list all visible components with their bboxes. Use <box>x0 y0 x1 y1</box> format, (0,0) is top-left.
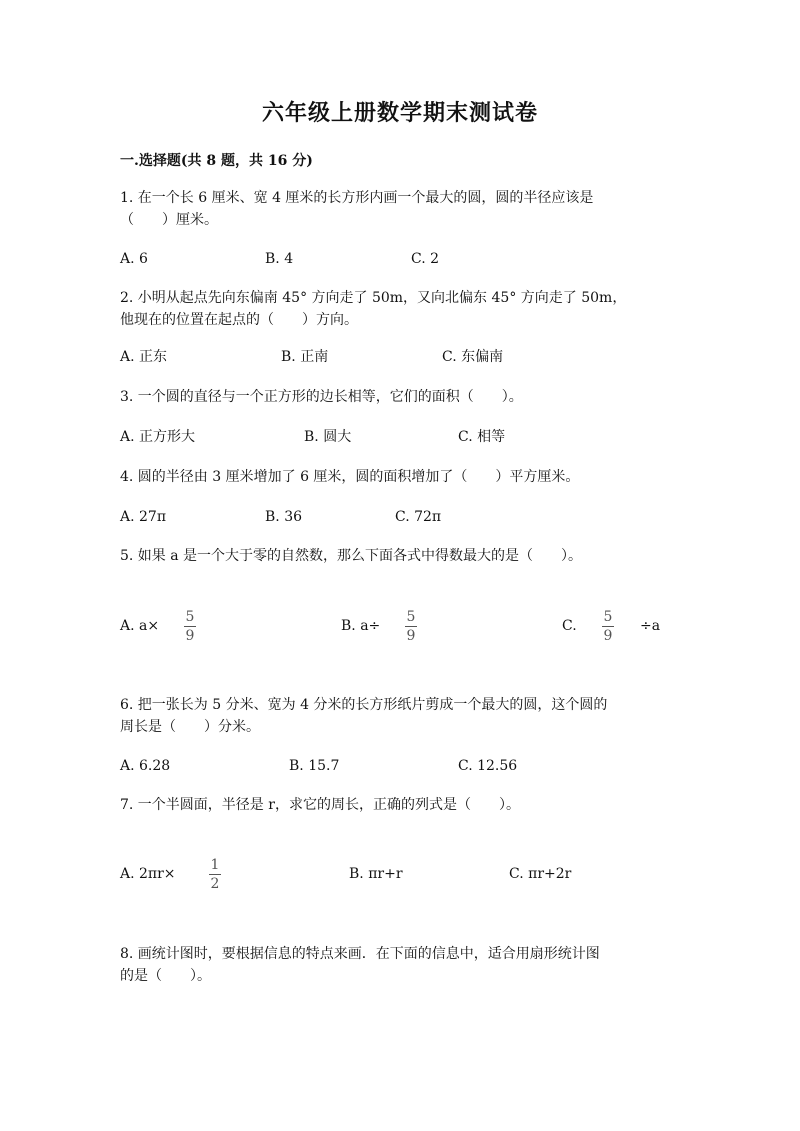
question-6-line-2: 周长是（ ）分米。 <box>120 719 260 735</box>
question-6-option-a[interactable]: A. 6.28 <box>120 758 171 774</box>
question-6-text <box>120 694 680 738</box>
question-4-option-a[interactable]: A. 27π <box>120 509 167 525</box>
question-4-option-b[interactable]: B. 36 <box>265 509 303 525</box>
fraction-numerator: 5 <box>603 609 613 625</box>
question-1-option-a[interactable]: A. 6 <box>120 251 148 267</box>
question-4-text <box>120 466 680 488</box>
fraction-denominator: 2 <box>210 876 220 892</box>
question-1-option-c[interactable]: C. 2 <box>411 251 440 267</box>
question-8-line-1: 8. 画统计图时，要根据信息的特点来画．在下面的信息中，适合用扇形统计图 <box>120 946 600 962</box>
question-3-option-a[interactable]: A. 正方形大 <box>120 429 196 445</box>
question-7-option-b[interactable]: B. πr+r <box>349 866 403 882</box>
question-1-line-2: （ ）厘米。 <box>120 212 218 228</box>
question-3-line-1: 3. 一个圆的直径与一个正方形的边长相等，它们的面积（ ）。 <box>120 389 523 405</box>
question-7-line-1: 7. 一个半圆面，半径是 r，求它的周长，正确的列式是（ ）。 <box>120 797 520 813</box>
question-5-option-c[interactable] <box>562 616 577 636</box>
question-5-option-b-fraction <box>403 609 419 644</box>
fraction-numerator: 5 <box>406 609 416 625</box>
question-2-line-1: 2. 小明从起点先向东偏南 45° 方向走了 50m，又向北偏东 45° 方向走了 50m， <box>120 290 627 306</box>
question-5-option-c-label: C. <box>562 618 577 634</box>
question-2-text <box>120 287 680 331</box>
question-2-option-b[interactable]: B. 正南 <box>281 349 329 365</box>
question-1-text <box>120 187 680 231</box>
page-title: 六年级上册数学期末测试卷 <box>261 100 538 126</box>
question-5-line-1: 5. 如果 a 是一个大于零的自然数，那么下面各式中得数最大的是（ ）。 <box>120 548 583 564</box>
question-5-option-a-label: A. a× <box>120 618 160 634</box>
fraction-denominator: 9 <box>185 628 195 644</box>
section-heading: 一.选择题(共 8 题，共 16 分) <box>120 153 313 169</box>
fraction-numerator: 1 <box>210 857 220 873</box>
question-5-text <box>120 545 680 567</box>
question-2-option-a[interactable]: A. 正东 <box>120 349 168 365</box>
question-1-line-1: 1. 在一个长 6 厘米、宽 4 厘米的长方形内画一个最大的圆，圆的半径应该是 <box>120 190 594 206</box>
question-7-option-c[interactable]: C. πr+2r <box>509 866 572 882</box>
question-3-option-c[interactable]: C. 相等 <box>458 429 506 445</box>
question-1-option-b[interactable]: B. 4 <box>265 251 294 267</box>
question-2-option-c[interactable]: C. 东偏南 <box>442 349 504 365</box>
question-6-line-1: 6. 把一张长为 5 分米、宽为 4 分米的长方形纸片剪成一个最大的圆，这个圆的 <box>120 697 608 713</box>
question-6-option-c[interactable]: C. 12.56 <box>458 758 518 774</box>
fraction-denominator: 9 <box>603 628 613 644</box>
question-3-option-b[interactable]: B. 圆大 <box>304 429 352 445</box>
question-6-option-b[interactable]: B. 15.7 <box>289 758 340 774</box>
question-5-option-a-fraction <box>182 609 198 644</box>
question-5-option-a[interactable] <box>120 616 159 636</box>
fraction-numerator: 5 <box>185 609 195 625</box>
question-3-text <box>120 386 680 408</box>
fraction-denominator: 9 <box>406 628 416 644</box>
question-4-option-c[interactable]: C. 72π <box>395 509 442 525</box>
question-2-line-2: 他现在的位置在起点的（ ）方向。 <box>120 312 358 328</box>
question-7-text <box>120 794 680 816</box>
question-7-option-a-label: A. 2πr× <box>120 866 176 882</box>
question-5-option-b[interactable] <box>341 616 380 636</box>
question-8-line-2: 的是（ ）。 <box>120 968 211 984</box>
question-5-option-c-suffix: ÷a <box>640 618 661 634</box>
question-7-option-a[interactable] <box>120 864 176 884</box>
question-5-option-b-label: B. a÷ <box>341 618 381 634</box>
question-5-option-c-fraction <box>600 609 616 644</box>
question-7-option-a-fraction <box>207 857 223 892</box>
question-4-line-1: 4. 圆的半径由 3 厘米增加了 6 厘米，圆的面积增加了（ ）平方厘米。 <box>120 469 580 485</box>
question-8-text <box>120 943 680 987</box>
